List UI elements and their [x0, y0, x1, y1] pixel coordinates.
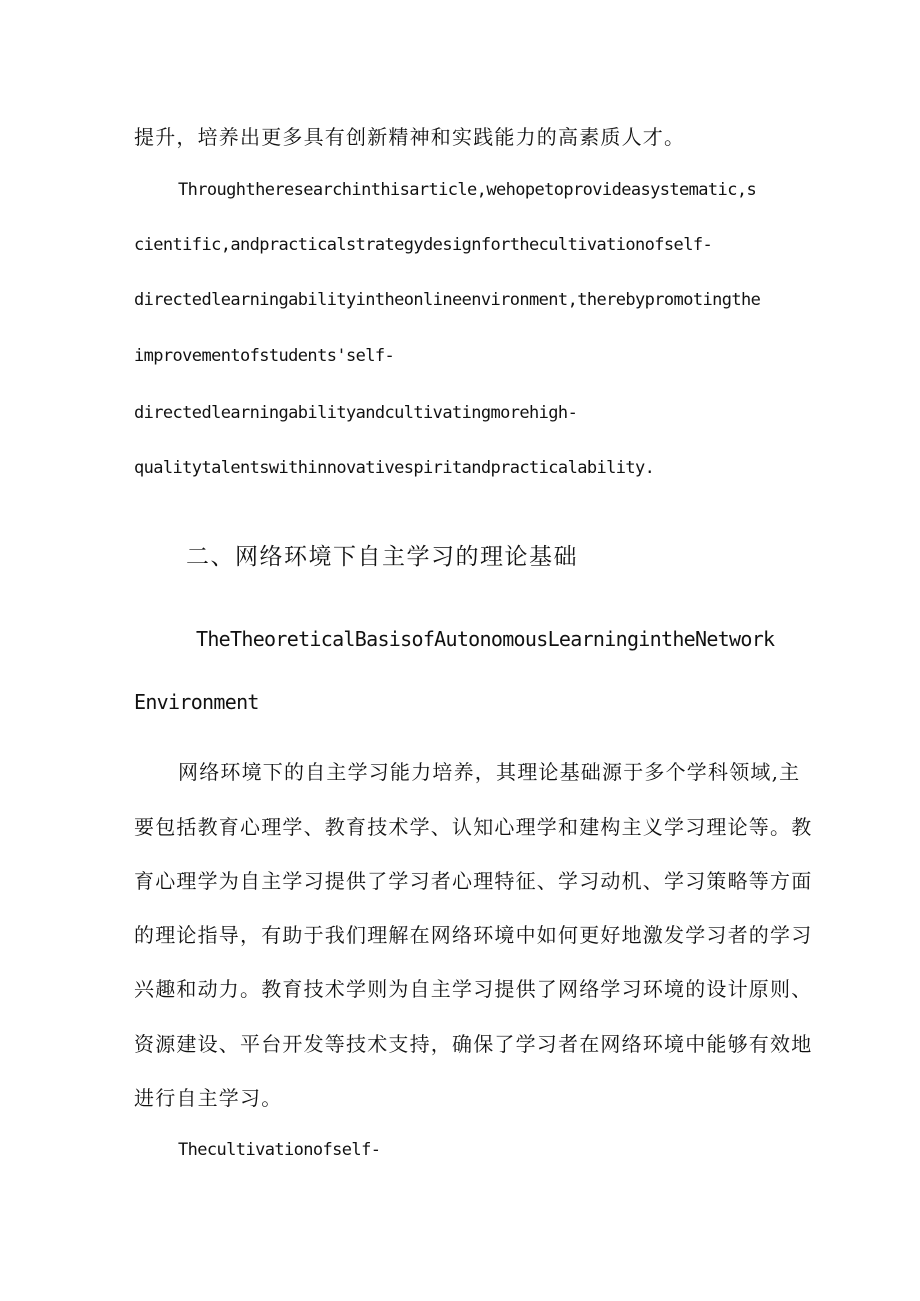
section-cn-paragraph-line-6: 资源建设、平台开发等技术支持，确保了学习者在网络环境中能够有效地: [134, 1032, 813, 1056]
section-cn-paragraph-line-1: 网络环境下的自主学习能力培养，其理论基础源于多个学科领域,主: [178, 760, 801, 784]
intro-en-line-5: directedlearningabilityandcultivatingmorehigh-: [134, 403, 578, 423]
intro-en-line-1: Throughtheresearchinthisarticle,wehopetoprovideasystematic,s: [178, 180, 757, 200]
section-heading-cn: 二、网络环境下自主学习的理论基础: [186, 544, 578, 570]
section-en-paragraph-start: Thecultivationofself-: [178, 1140, 381, 1160]
intro-en-line-3: directedlearningabilityintheonlineenvironment,therebypromotingthe: [134, 290, 761, 310]
section-cn-paragraph-line-3: 育心理学为自主学习提供了学习者心理特征、学习动机、学习策略等方面: [134, 869, 813, 893]
section-heading-en-line-2: Environment: [134, 690, 259, 714]
section-cn-paragraph-line-7: 进行自主学习。: [134, 1086, 283, 1110]
section-cn-paragraph-line-4: 的理论指导，有助于我们理解在网络环境中如何更好地激发学习者的学习: [134, 923, 813, 947]
intro-en-line-4: improvementofstudents'self-: [134, 346, 395, 366]
intro-en-line-2: cientific,andpracticalstrategydesignforthecultivationofself-: [134, 235, 713, 255]
section-cn-paragraph-line-5: 兴趣和动力。教育技术学则为自主学习提供了网络学习环境的设计原则、: [134, 977, 813, 1001]
intro-en-line-6: qualitytalentswithinnovativespiritandpracticalability.: [134, 458, 655, 478]
intro-cn-paragraph-end: 提升，培养出更多具有创新精神和实践能力的高素质人才。: [134, 125, 686, 149]
section-heading-en-line-1: TheTheoreticalBasisofAutonomousLearningintheNetwork: [196, 627, 775, 651]
section-cn-paragraph-line-2: 要包括教育心理学、教育技术学、认知心理学和建构主义学习理论等。教: [134, 815, 813, 839]
